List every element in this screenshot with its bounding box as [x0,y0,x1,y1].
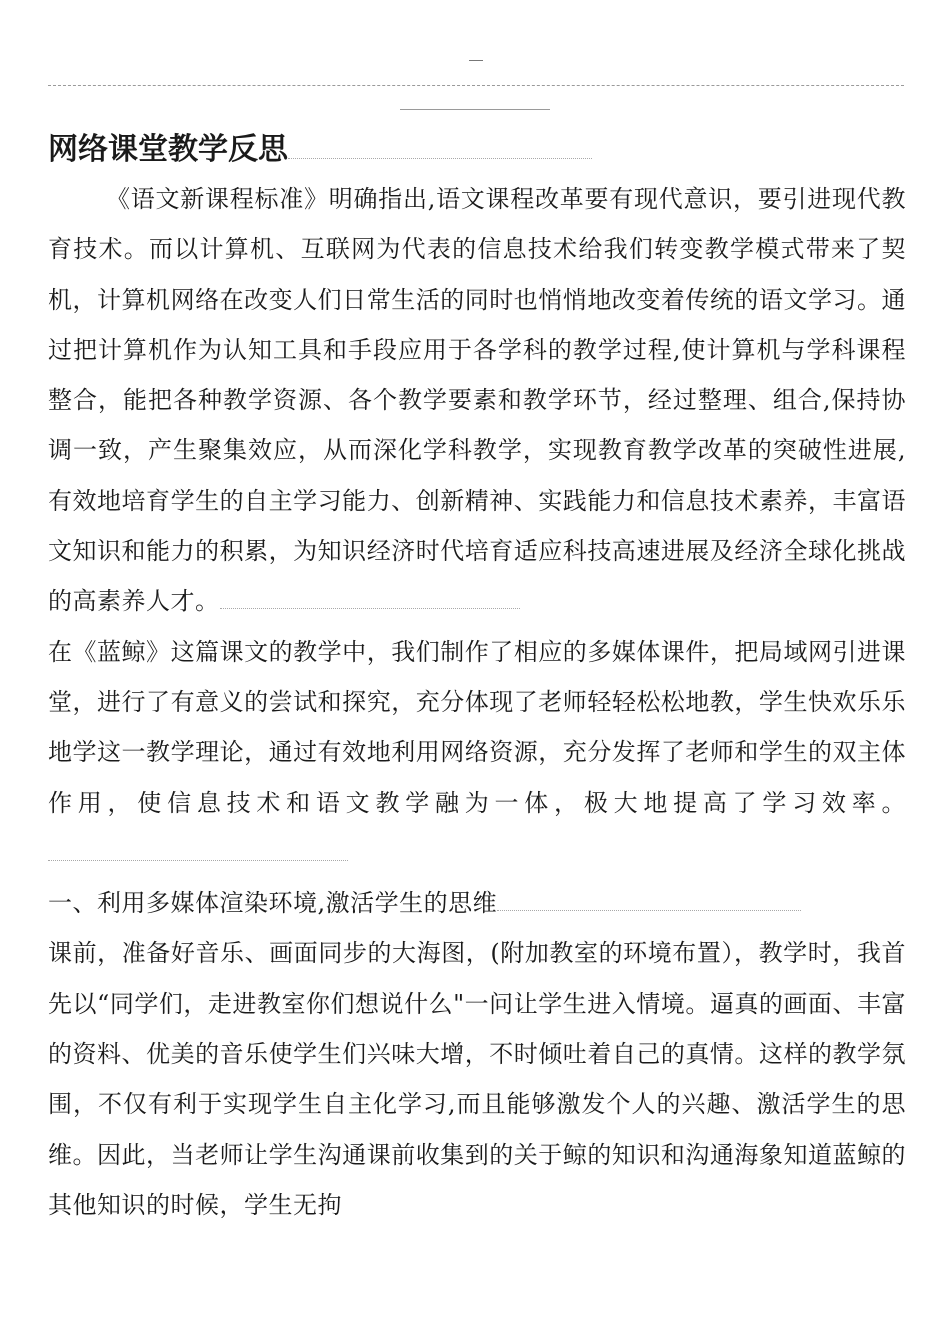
paragraph-section-1 [48,928,906,1230]
paragraph-intro-dotted-leader [220,602,520,609]
title-text: 网络课堂教学反思 [48,132,288,167]
paragraph-intro-text: 《语文新课程标准》明确指出,语文课程改革要有现代意识，要引进现代教育技术。而以计算机、互联网为代表的信息技术给我们转变教学模式带来了契机，计算机网络在改变人们日常生活的同时也悄悄地改变着传统的语文学习。通过把计算机作为认知工具和手段应用于各学科的教学过程,使计算机与学科课程整合，能把各种教学资源、各个教学要素和教学环节，经过整理、组合,保持协调一致，产生聚集效应，从而深化学科教学，实现教育教学改革的突破性进展,有效地培育学生的自主学习能力、创新精神、实践能力和信息技术素养，丰富语文知识和能力的积累，为知识经济时代培育适应科技高速进展及经济全球化挑战的高素养人才。 [48,185,906,616]
title-dotted-leader [288,152,592,159]
header-rule [48,85,904,86]
paragraph-lesson [48,627,906,878]
document-title [48,126,906,174]
header-subrule [400,109,550,110]
section-heading-1 [48,878,906,928]
paragraph-lesson-dotted-leader [48,854,348,861]
paragraph-lesson-text: 在《蓝鲸》这篇课文的教学中，我们制作了相应的多媒体课件，把局域网引进课堂，进行了有意义的尝试和探究，充分体现了老师轻轻松松地教，学生快欢乐乐地学这一教学理论，通过有效地利用网络资源，充分发挥了老师和学生的双主体作用，使信息技术和语文教学融为一体，极大地提高了学习效率。 [48,637,906,817]
section-heading-dotted-leader [497,904,801,911]
header-mark [469,60,483,61]
paragraph-intro [48,174,906,627]
section-heading-1-text: 一、利用多媒体渲染环境,激活学生的思维 [48,889,498,918]
paragraph-section-1-text: 课前，准备好音乐、画面同步的大海图，(附加教室的环境布置），教学时，我首先以“同学们，走进教室你们想说什么"一问让学生进入情境。逼真的画面、丰富的资料、优美的音乐使学生们兴味大增，不时倾吐着自己的真情。这样的教学氛围，不仅有利于实现学生自主化学习,而且能够激发个人的兴趣、激活学生的思维。因此，当老师让学生沟通课前收集到的关于鲸的知识和沟通海象知道蓝鲸的其他知识的时候，学生无拘 [48,939,906,1219]
document-body [48,126,906,1230]
